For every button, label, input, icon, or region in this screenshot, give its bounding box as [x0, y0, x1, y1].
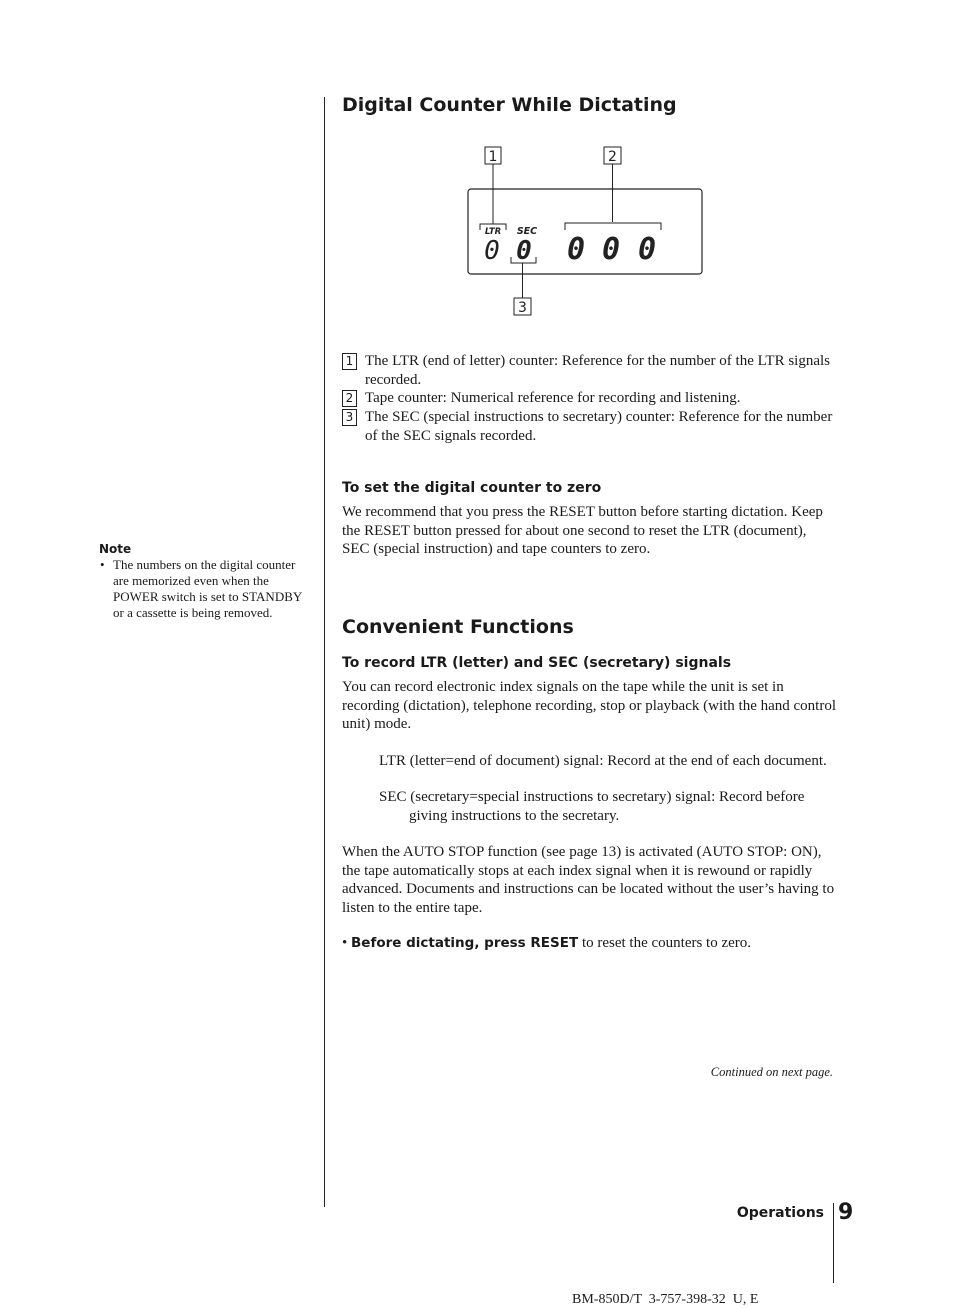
- ltr-label: LTR: [484, 227, 502, 237]
- section-name: Operations: [736, 1205, 824, 1221]
- counter-display-diagram: [460, 144, 710, 319]
- tape-digit-1: 0: [566, 232, 586, 267]
- document-code: BM-850D/T 3-757-398-32 U, E: [572, 1292, 759, 1307]
- note-title: Note: [99, 542, 132, 556]
- callout-3-label: 3: [518, 300, 527, 316]
- item-number-box: 3: [342, 409, 357, 426]
- sec-digit: 0: [516, 236, 532, 266]
- bullet-mark: •: [342, 935, 348, 951]
- callout-2-label: 2: [608, 149, 617, 165]
- ltr-digit: 0: [484, 236, 500, 266]
- list-item-text: Tape counter: Numerical reference for recording and listening.: [365, 390, 741, 406]
- note-bullet-mark: •: [100, 557, 105, 572]
- list-item: [342, 389, 832, 409]
- sec-signal-description: SEC (secretary=special instructions to secretary) signal: Record before giving instructions to the secretary.: [379, 789, 805, 824]
- page-number-rule: [833, 1203, 834, 1283]
- reset-tip-text: to reset the counters to zero.: [578, 935, 752, 951]
- reset-tip: [342, 934, 837, 953]
- list-item: [342, 352, 832, 390]
- auto-stop-paragraph: When the AUTO STOP function (see page 13) is activated (AUTO STOP: ON), the tape automatically stops at each index signal when it is rewound or rapidly advanced. Documents and instructions can be located without the user’s having to listen to the entire tape.: [342, 844, 835, 916]
- note-text: The numbers on the digital counter are memorized even when the POWER switch is set to STANDBY or a cassette is being removed.: [113, 557, 302, 620]
- reset-tip-bold: Before dictating, press RESET: [351, 935, 579, 951]
- section-title-digital-counter: Digital Counter While Dictating: [342, 94, 677, 116]
- ltr-signal-description: LTR (letter=end of document) signal: Record at the end of each document.: [379, 753, 827, 769]
- subheading-record-signals: To record LTR (letter) and SEC (secretary) signals: [342, 655, 732, 671]
- page-number: 9: [838, 1200, 854, 1225]
- signals-paragraph: You can record electronic index signals on the tape while the unit is set in recording (dictation), telephone recording, stop or playback (with the hand control unit) mode.: [342, 679, 837, 732]
- item-number-box: 1: [342, 353, 357, 370]
- tape-digit-2: 0: [601, 232, 621, 267]
- subheading-reset-counter: To set the digital counter to zero: [342, 480, 602, 496]
- column-divider: [324, 97, 325, 1207]
- item-number-box: 2: [342, 390, 357, 407]
- continued-note: Continued on next page.: [710, 1065, 833, 1079]
- list-item-text: The LTR (end of letter) counter: Reference for the number of the LTR signals recorded.: [365, 353, 830, 388]
- list-item: [342, 408, 832, 446]
- sec-label: SEC: [516, 226, 538, 237]
- tape-digit-3: 0: [637, 232, 657, 267]
- section-title-convenient-functions: Convenient Functions: [342, 616, 574, 638]
- callout-1-label: 1: [488, 149, 498, 165]
- reset-paragraph: We recommend that you press the RESET button before starting dictation. Keep the RESET button pressed for about one second to reset the LTR (document), SEC (special instruction) and tape counters to zero.: [342, 504, 823, 557]
- list-item-text: The SEC (special instructions to secretary) counter: Reference for the number of the SEC signals recorded.: [365, 409, 833, 444]
